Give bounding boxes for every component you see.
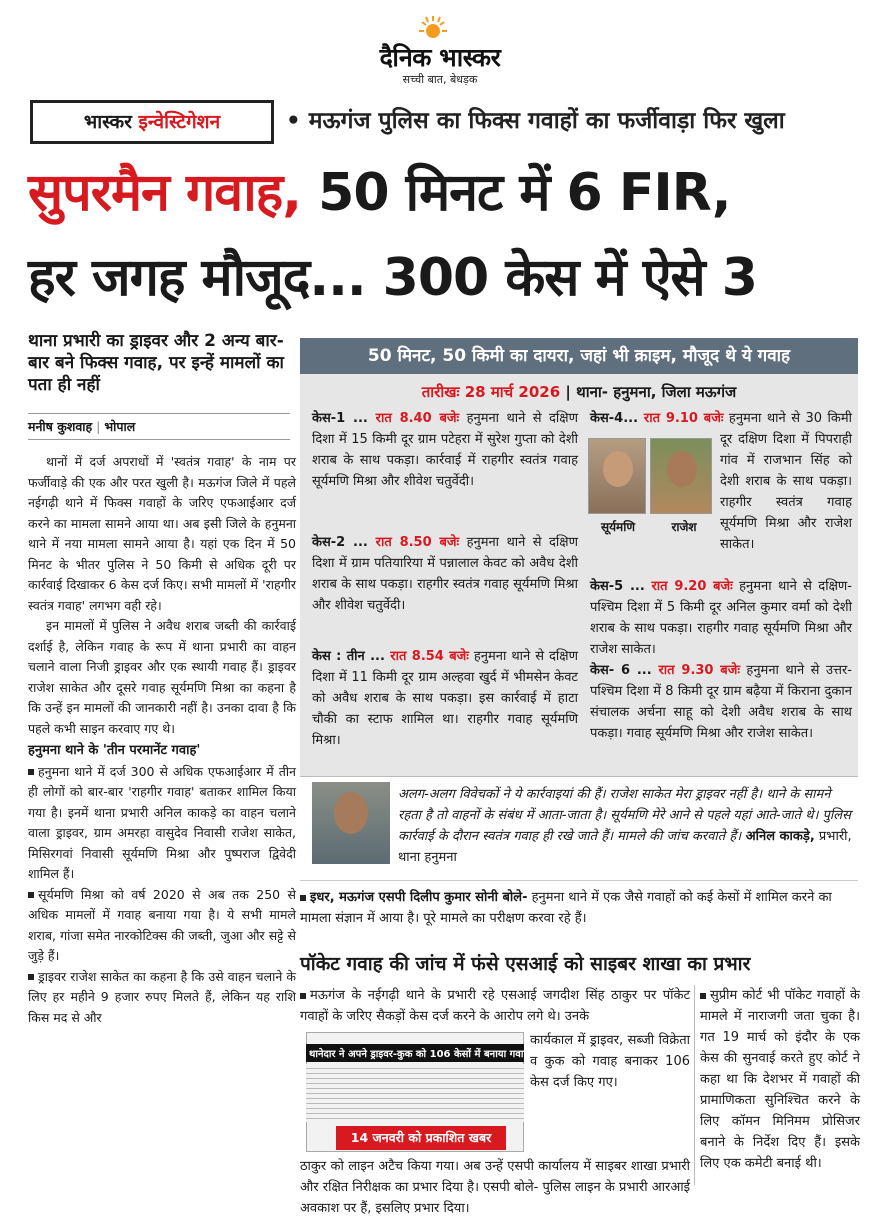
case-5: [590, 576, 852, 660]
case-6-time: रात 9.30 बजेः: [651, 663, 740, 678]
section2-title: पॉकेट गवाह की जांच में फंसे एसआई को साइबर शाखा का प्रभार: [300, 953, 751, 975]
case-3: [312, 646, 578, 751]
section2-para-b: कार्यकाल में ड्राइवर, सब्जी विक्रेता व कुक को गवाह बनाकर 106 केस दर्ज किए गए।: [530, 1033, 690, 1090]
badge-part2: इन्वेस्टिगेशन: [138, 111, 221, 133]
bullet-icon: [28, 769, 34, 775]
case-2: [312, 532, 578, 616]
byline-author: मनीष कुशवाह: [28, 419, 93, 434]
headline-line2: हर जगह मौजूद... 300 केस में ऐसे 3: [28, 248, 757, 308]
case-5-head: केस-5 ...: [590, 579, 645, 594]
photo-caption-suryamani: सूर्यमणि: [600, 520, 636, 534]
masthead-name: दैनिक भास्कर: [379, 43, 501, 72]
quote-author: अनिल काकड़े,: [741, 829, 815, 844]
case-4-text: हनुमना थाने से 30 किमी दूर दक्षिण दिशा में पिपराही गांव में राजभान सिंह को देशी शराब के साथ पकड़ा। राहगीर स्वतंत्र गवाह सूर्यमणि मिश्रा और राजेश साकेत।: [720, 411, 852, 552]
section2-para-c: ठाकुर को लाइन अटैच किया गया। अब उन्हें एसपी कार्यालय में साइबर शाखा प्रभारी और रक्षित निरीक्षक का प्रभार दिया है। एसपी बोले- पुलिस लाइन के प्रभारी आरआई अवकाश पर हैं, इसलिए प्रभार दिया।: [300, 1159, 690, 1216]
panel-date-label: तारीखः 28 मार्च 2026: [421, 383, 561, 401]
section2-right-text: सुप्रीम कोर्ट भी पॉकेट गवाहों के मामले में नाराजगी जता चुका है। गत 19 मार्च को इंदौर के एक केस की सुनवाई करते हुए कोर्ट ने कहा था कि देशभर में गवाहों की प्रामाणिकता सुनिश्चित करने के लिए कॉमन मिनिमम प्रोसिजर बनाने के निर्देश दिए हैं। इसके लिए एक कमेटी बनाई थी।: [700, 988, 860, 1171]
case-4-head: केस-4...: [590, 411, 639, 426]
bullet-2-text: सूर्यमणि मिश्रा को वर्ष 2020 से अब तक 250 से अधिक मामलों में गवाह बनाया गया है। ये सभी मामले शराब, गांजा समेत नारकोटिक्स की जब्ती, जुआ और सट्टे से जुड़े हैं।: [28, 886, 296, 963]
sp-lead: इधर, मऊगंज एसपी दिलीप कुमार सोनी बोले-: [310, 890, 528, 905]
kicker: • मऊगंज पुलिस का फिक्स गवाहों का फर्जीवाड़ा फिर खुला: [286, 108, 785, 134]
bullet-icon: [300, 895, 306, 901]
article-p2: इन मामलों में पुलिस ने अवैध शराब जब्ती की कार्रवाई दर्शाई है, लेकिन गवाह के रूप में थाना प्रभारी का वाहन चलाने वाला निजी ड्राइवर और एक स्थायी गवाह हैं। ड्राइवर राजेश साकेत और दूसरे गवाह सूर्यमणि मिश्रा का कहना है कि उन्हें इन मामलों की जानकारी नहीं है। उनका दावा है कि पहले कभी साइन करवाए गए थे।: [28, 618, 296, 736]
byline-sep: |: [92, 419, 105, 434]
bullet-3-text: ड्राइवर राजेश साकेत का कहना है कि उसे वाहन चलाने के लिए हर महीने 9 हजार रुपए मिलते हैं, लेकिन यह राशि किस मद से और: [28, 968, 296, 1025]
article-bullet-1: [28, 762, 296, 885]
sp-text: हनुमना थाने में एक जैसे गवाहों को कई केसों में शामिल करने का मामला संज्ञान में आया है। पूरे मामले का परीक्षण करवा रहे हैं।: [300, 890, 832, 926]
panel-date: [300, 382, 858, 402]
headline-line1: [28, 155, 868, 231]
official-photo: [312, 782, 390, 864]
case-1-text: हनुमना थाने से दक्षिण दिशा में 15 किमी दूर ग्राम पटेहरा में सुरेश गुप्ता को देशी शराब के साथ पकड़ा। कार्रवाई में राहगीर स्वतंत्र गवाह सूर्यमणि मिश्रा और शीवेश चतुर्वेदी।: [312, 411, 578, 489]
article-bullet-3: [28, 967, 296, 1029]
case-5-time: रात 9.20 बजेः: [644, 579, 733, 594]
bullet-1-text: हनुमना थाने में दर्ज 300 से अधिक एफआईआर में तीन ही लोगों को बार-बार 'राहगीर गवाह' बताकर शामिल किया गया है। इनमें थाना प्रभारी अनिल काकड़े का वाहन चलाने वाला ड्राइवर, ग्राम अमरहा वासुदेव निवासी राजेश साकेत, मिसिरगवां निवासी सूर्यमणि मिश्रा और पुष्पराज द्विवेदी शामिल हैं।: [28, 763, 296, 881]
bullet-icon: [300, 993, 306, 999]
bullet-icon: [700, 993, 706, 999]
investigation-badge: [30, 100, 274, 144]
clip-text-lines: [306, 1064, 524, 1122]
byline-place: भोपाल: [104, 419, 136, 434]
case-6-text: हनुमना थाने से उत्तर-पश्चिम दिशा में 8 किमी दूर ग्राम बढ़ैया में किराना दुकान संचालक अर्चना साहू को देशी अवैध शराब के साथ पकड़ा। गवाह सूर्यमणि मिश्रा और राजेश साकेत।: [590, 663, 852, 741]
deck: थाना प्रभारी का ड्राइवर और 2 अन्य बार-बार बने फिक्स गवाह, पर इन्हें मामलों का पता ही नहीं: [28, 331, 284, 395]
headline-rest: 50 मिनट में 6 FIR,: [301, 163, 731, 223]
case-4: [590, 408, 852, 555]
badge-part1: भास्कर: [83, 111, 139, 133]
case-3-time: रात 8.54 बजेः: [384, 649, 469, 664]
case-1-head: केस-1 ...: [312, 411, 368, 426]
quote-role: प्रभारी, थाना हनुमना: [398, 829, 852, 865]
case-6: [590, 660, 852, 744]
official-quote: [398, 784, 853, 868]
article-p1: थानों में दर्ज अपराधों में 'स्वतंत्र गवाह' के नाम पर फर्जीवाड़े की एक और परत खुली है। मऊगंज जिले में पहले नईगढ़ी थाने में फिक्स गवाहों के जरिए एफआईआर दर्ज करने का मामला सामने आया था। अब इसी जिले के हनुमना थाने में नया मामला सामने आया है। यहां एक दिन में 50 मिनट के भीतर पुलिस ने 50 किमी से अधिक दूरी पर कार्रवाई दिखाकर 6 केस दर्ज किए। सभी मामलों में 'राहगीर स्वतंत्र गवाह' लगभग वही रहे।: [28, 454, 296, 613]
article-body: [28, 452, 296, 1028]
section2-para-a: [300, 985, 690, 1027]
article-bullet-2: [28, 885, 296, 967]
case-5-text: हनुमना थाने से दक्षिण-पश्चिम दिशा में 5 किमी दूर अनिल कुमार वर्मा को देशी शराब के साथ पकड़ा। राहगीर गवाह सूर्यमणि मिश्रा और राजेश साकेत।: [590, 579, 852, 657]
case-4-time: रात 9.10 बजेः: [638, 411, 724, 426]
case-3-text: हनुमना थाने से दक्षिण दिशा में 11 किमी दूर ग्राम अल्हवा खुर्द में भीमसेन केवट को अवैध शराब के साथ पकड़ा। इस कार्रवाई में हाटा चौकी का स्टाफ शामिल था। राहगीर गवाह सूर्यमणि मिश्रा।: [312, 649, 578, 748]
article-subhead: हनुमना थाने के 'तीन परमानेंट गवाह': [28, 743, 201, 758]
case-3-head: केस : तीन ...: [312, 649, 385, 664]
case-2-time: रात 8.50 बजेः: [367, 535, 460, 550]
sp-statement: [300, 880, 858, 929]
section2-a-text: मऊगंज के नईगढ़ी थाने के प्रभारी रहे एसआई जगदीश सिंह ठाकुर पर पॉकेट गवाहों के जरिए सैकड़ों केस दर्ज करने के आरोप लगे थे। उनके: [300, 988, 690, 1024]
case-6-head: केस- 6 ...: [590, 663, 652, 678]
byline: [28, 413, 290, 440]
case-1-time: रात 8.40 बजेः: [367, 411, 460, 426]
panel-date-rest: | थाना- हनुमना, जिला मऊगंज: [560, 383, 737, 401]
bullet-icon: [28, 892, 34, 898]
headline-red: सुपरमैन गवाह,: [28, 163, 302, 223]
clip-headline: थानेदार ने अपने ड्राइवर-कुक को 106 केसों में बनाया गवाह: [306, 1044, 524, 1062]
quote-text: अलग-अलग विवेचकों ने ये कार्रवाइयां की हैं। राजेश साकेत मेरा ड्राइवर नहीं है। थाने के सामने रहता है तो वाहनों के संबंध में आता-जाता है। सूर्यमणि मेरे आने से पहले यहां आते-जाते थे। पुलिस कार्रवाई के दौरान स्वतंत्र गवाह ही रखे जाते हैं। मामले की जांच करवाते हैं।: [398, 787, 851, 844]
masthead-tagline: सच्ची बात, बेधड़क: [402, 73, 478, 86]
photo-caption-rajesh: राजेश: [671, 520, 697, 534]
section2-right: [700, 985, 860, 1174]
bullet-icon: [28, 974, 34, 980]
column-divider: [694, 985, 695, 1185]
case-2-text: हनुमना थाने से दक्षिण दिशा में ग्राम पतियारिया में पन्नालाल केवट को अवैध देशी शराब के साथ पकड़ा। राहगीर स्वतंत्र गवाह सूर्यमणि मिश्रा और शीवेश चतुर्वेदी।: [312, 535, 578, 613]
case-2-head: केस-2 ...: [312, 535, 368, 550]
panel-title: 50 मिनट, 50 किमी का दायरा, जहां भी क्राइम, मौजूद थे ये गवाह: [300, 338, 858, 374]
case-1: [312, 408, 578, 492]
clip-caption: 14 जनवरी को प्रकाशित खबर: [336, 1126, 506, 1150]
